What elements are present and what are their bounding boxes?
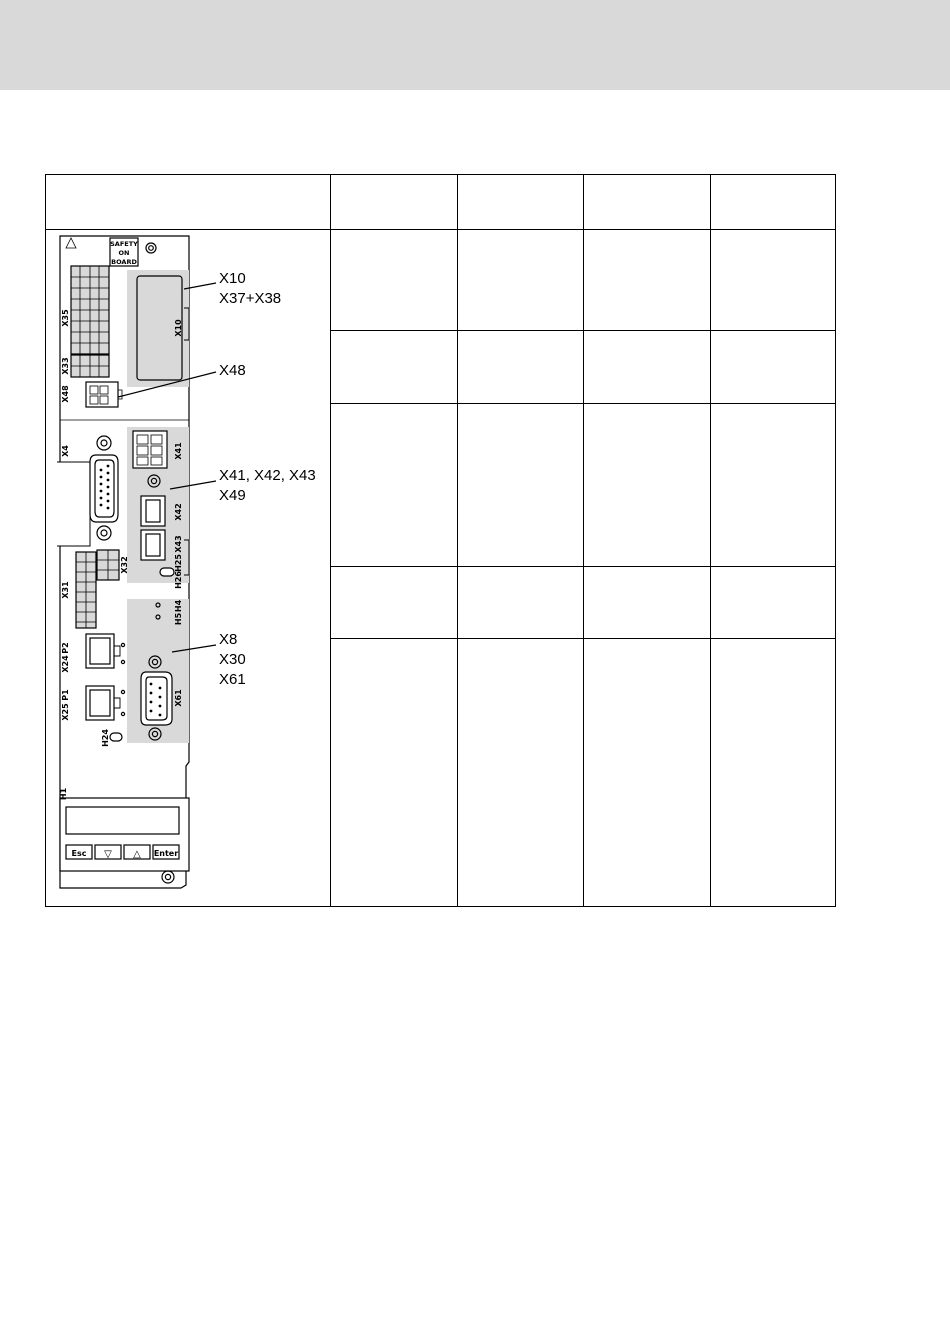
key-down-label: ▽	[104, 849, 112, 860]
label-h5: H5	[174, 612, 183, 626]
label-x31: X31	[61, 581, 70, 599]
label-x24: X24	[61, 655, 70, 673]
label-h25: H25	[174, 554, 183, 572]
key-esc-label: Esc	[71, 849, 87, 858]
key-up-label: △	[133, 849, 141, 860]
label-x10: X10	[174, 319, 183, 337]
label-x32: X32	[120, 556, 129, 574]
callout-x41	[219, 466, 316, 506]
callout-x8-line3: X61	[219, 671, 246, 688]
callout-x10	[219, 269, 281, 309]
label-x61: X61	[174, 689, 183, 707]
callout-x41-line2: X49	[219, 487, 246, 504]
label-h26: H26	[174, 571, 183, 589]
label-h4: H4	[174, 599, 183, 613]
callout-x8-line2: X30	[219, 651, 246, 668]
callout-x48	[219, 361, 246, 381]
label-x35: X35	[61, 309, 70, 327]
safety-label-line1: SAFETY	[110, 240, 138, 248]
safety-label-line3: BOARD	[111, 258, 137, 266]
callout-x10-line1: X10	[219, 270, 246, 287]
label-x48: X48	[61, 385, 70, 403]
label-x25: X25	[61, 703, 70, 721]
label-x41: X41	[174, 442, 183, 460]
callout-x10-line2: X37+X38	[219, 290, 282, 307]
key-enter-label: Enter	[153, 849, 179, 858]
callout-x8-line1: X8	[219, 631, 238, 648]
label-h24: H24	[101, 729, 110, 747]
label-x33: X33	[61, 357, 70, 375]
label-h1: H1	[59, 787, 68, 801]
safety-label-line2: ON	[118, 249, 130, 257]
label-x42: X42	[174, 503, 183, 521]
callout-x41-line1: X41, X42, X43	[219, 467, 316, 484]
label-x43: X43	[174, 535, 183, 553]
label-p1: P1	[61, 689, 70, 701]
label-x4: X4	[61, 445, 70, 457]
callout-x8	[219, 630, 246, 690]
callout-x48-line1: X48	[219, 362, 246, 379]
label-p2: P2	[61, 642, 70, 654]
